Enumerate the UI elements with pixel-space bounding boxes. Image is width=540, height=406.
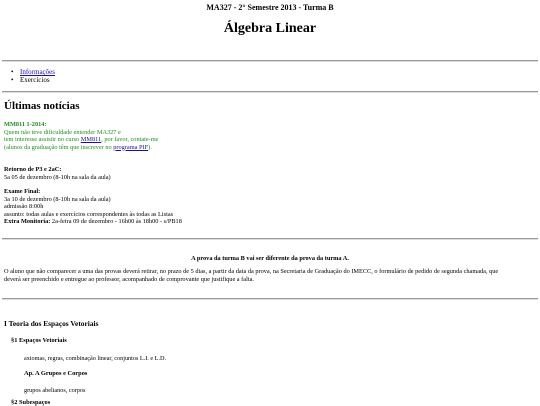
- retorno-title: Retorno de P3 e 2aC:: [4, 166, 62, 173]
- appendix-description: grupos abelianos, corpos: [24, 387, 86, 394]
- mm811-line2: [4, 136, 158, 143]
- mm811-text: , por favor, contate-me: [101, 136, 159, 143]
- mm811-title: MM811 1-2014:: [4, 121, 47, 128]
- mm811-line3: [4, 144, 152, 151]
- nav-item-informacoes[interactable]: [8, 68, 55, 76]
- divider: [2, 298, 538, 300]
- exame-title: Exame Final:: [4, 188, 41, 195]
- nav-item-exercicios: [8, 76, 55, 84]
- news-heading: Últimas notícias: [4, 100, 80, 112]
- monitoria-text: 2a-feira 09 de dezembro - 16h00 às 18h00 - s/PB18: [50, 218, 182, 226]
- mm811-line1: Quem não teve dificuldade entender MA327 e: [4, 128, 121, 136]
- mm811-text: (alunos da graduação têm que inscrever no: [4, 143, 114, 151]
- nav-list: [8, 68, 55, 84]
- section-heading: I Teoria dos Espaços Vetoriais: [4, 319, 99, 328]
- pif-link[interactable]: programa PIF: [113, 143, 149, 151]
- page-title: Álgebra Linear: [223, 21, 317, 36]
- exame-line2: admissão 8:00h: [4, 203, 44, 211]
- exame-block: [4, 188, 182, 226]
- divider: [2, 91, 538, 93]
- subsection-subespacos: §2 Subespaços: [11, 399, 51, 406]
- divider: [2, 238, 538, 240]
- notice-line2: deverá ser preenchido e entregue ao professor, acompanhado de comprovante que justifique a falta.: [4, 275, 254, 283]
- appendix-heading: Ap. A Grupos e Corpos: [24, 370, 88, 377]
- divider: [2, 60, 538, 62]
- subsection-description: axiomas, regras, combinação linear, conjuntos L.I. e L.D.: [24, 355, 167, 362]
- mm811-announcement: [4, 121, 158, 151]
- course-line: MA327 - 2° Semestre 2013 - Turma B: [206, 3, 334, 12]
- retorno-line: 5a 05 de dezembro (8-10h na sala da aula): [4, 173, 111, 181]
- exame-line3: assunto: todas aulas e exercícios correspondentes às todas as Listas: [4, 210, 174, 218]
- mm811-text: tem interesse assistir no curso: [4, 136, 81, 143]
- mm811-text: ).: [148, 143, 152, 151]
- nav-label-exercicios: Exercícios: [20, 76, 50, 84]
- exame-line1: 3a 10 de dezembro (8-10h na sala da aula): [4, 195, 111, 203]
- mm811-link[interactable]: MM811: [80, 136, 102, 143]
- notice-line1: O aluno que não comparecer a uma das provas deverá retirar, no prazo de 5 dias, a partir da data da prova, na Secretaria de Graduação do IMECC, o formulário de pedido de segunda chamada, que: [4, 268, 499, 275]
- subsection-espacos-vetoriais: §1 Espaços Vetoriais: [11, 337, 67, 344]
- notice-heading: A prova da turma B vai ser diferente da prova da turma A.: [191, 255, 349, 262]
- retorno-block: [4, 166, 111, 181]
- monitoria-label: Extra Monitoria:: [4, 218, 51, 226]
- notice-text: [4, 268, 498, 283]
- nav-link-informacoes[interactable]: Informações: [20, 68, 55, 76]
